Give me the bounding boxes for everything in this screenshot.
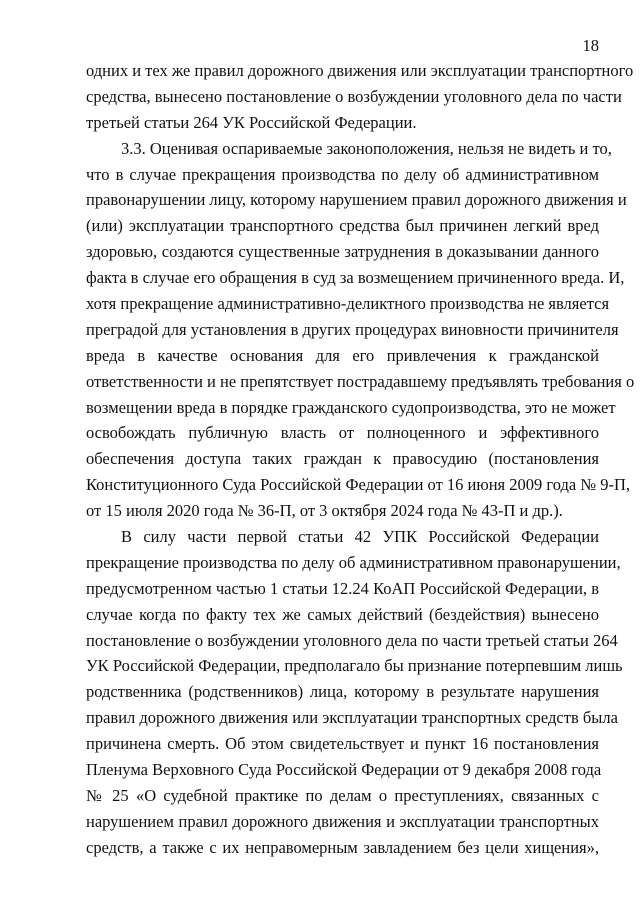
text-line: Конституционного Суда Российской Федерации от 16 июня 2009 года № 9-П, (86, 475, 631, 495)
text-line: 3.3. Оценивая оспариваемые законоположения, нельзя не видеть и то, (121, 138, 612, 158)
text-line: правил дорожного движения или эксплуатации транспортных средств была (86, 708, 618, 728)
page-number: 18 (582, 36, 599, 55)
text-line: средств, а также с их неправомерным завладением без цели хищения», (86, 837, 599, 857)
text-line: что в случае прекращения производства по делу об административном (86, 164, 599, 184)
text-line: нарушением правил дорожного движения и эксплуатации транспортных (86, 811, 599, 831)
text-line: В силу части первой статьи 42 УПК Российской Федерации (121, 527, 599, 547)
paragraph (86, 136, 635, 524)
text-line: факта в случае его обращения в суд за возмещением причиненного вреда. И, (86, 268, 625, 288)
text-line: средства, вынесено постановление о возбуждении уголовного дела по части (86, 86, 622, 106)
text-line: правонарушении лицу, которому нарушением правил дорожного движения и (86, 190, 627, 210)
text-line: родственника (родственников) лица, которому в результате нарушения (86, 682, 599, 702)
text-line: УК Российской Федерации, предполагало бы признание потерпевшим лишь (86, 656, 623, 676)
text-line: третьей статьи 264 УК Российской Федерации. (86, 112, 417, 132)
paragraph (86, 58, 634, 136)
text-line: преградой для установления в других процедурах виновности причинителя (86, 319, 619, 339)
text-line: Пленума Верховного Суда Российской Федерации от 9 декабря 2008 года (86, 760, 602, 780)
text-line: причинена смерть. Об этом свидетельствует и пункт 16 постановления (86, 734, 599, 754)
text-line: хотя прекращение административно-деликтного производства не является (86, 294, 610, 314)
text-line: обеспечения доступа таких граждан к правосудию (постановления (86, 449, 599, 469)
text-line: (или) эксплуатации транспортного средства был причинен легкий вред (86, 216, 599, 236)
text-line: № 25 «О судебной практике по делам о преступлениях, связанных с (86, 785, 599, 805)
text-line: здоровью, создаются существенные затруднения в доказывании данного (86, 242, 599, 262)
text-line: от 15 июля 2020 года № 36-П, от 3 октября 2024 года № 43-П и др.). (86, 501, 563, 521)
text-line: возмещении вреда в порядке гражданского судопроизводства, это не может (86, 397, 616, 417)
text-line: предусмотренном частью 1 статьи 12.24 КоАП Российской Федерации, в (86, 578, 599, 598)
text-line: прекращение производства по делу об административном правонарушении, (86, 552, 621, 572)
text-line: ответственности и не препятствует пострадавшему предъявлять требования о (86, 371, 635, 391)
text-line: одних и тех же правил дорожного движения или эксплуатации транспортного (86, 61, 634, 80)
text-line: постановление о возбуждении уголовного дела по части третьей статьи 264 (86, 630, 618, 650)
text-line: случае когда по факту тех же самых действий (бездействия) вынесено (86, 604, 599, 624)
paragraph (86, 524, 623, 861)
text-line: освобождать публичную власть от полноценного и эффективного (86, 423, 599, 443)
document-body (86, 58, 635, 861)
text-line: вреда в качестве основания для его привлечения к гражданской (86, 345, 599, 365)
